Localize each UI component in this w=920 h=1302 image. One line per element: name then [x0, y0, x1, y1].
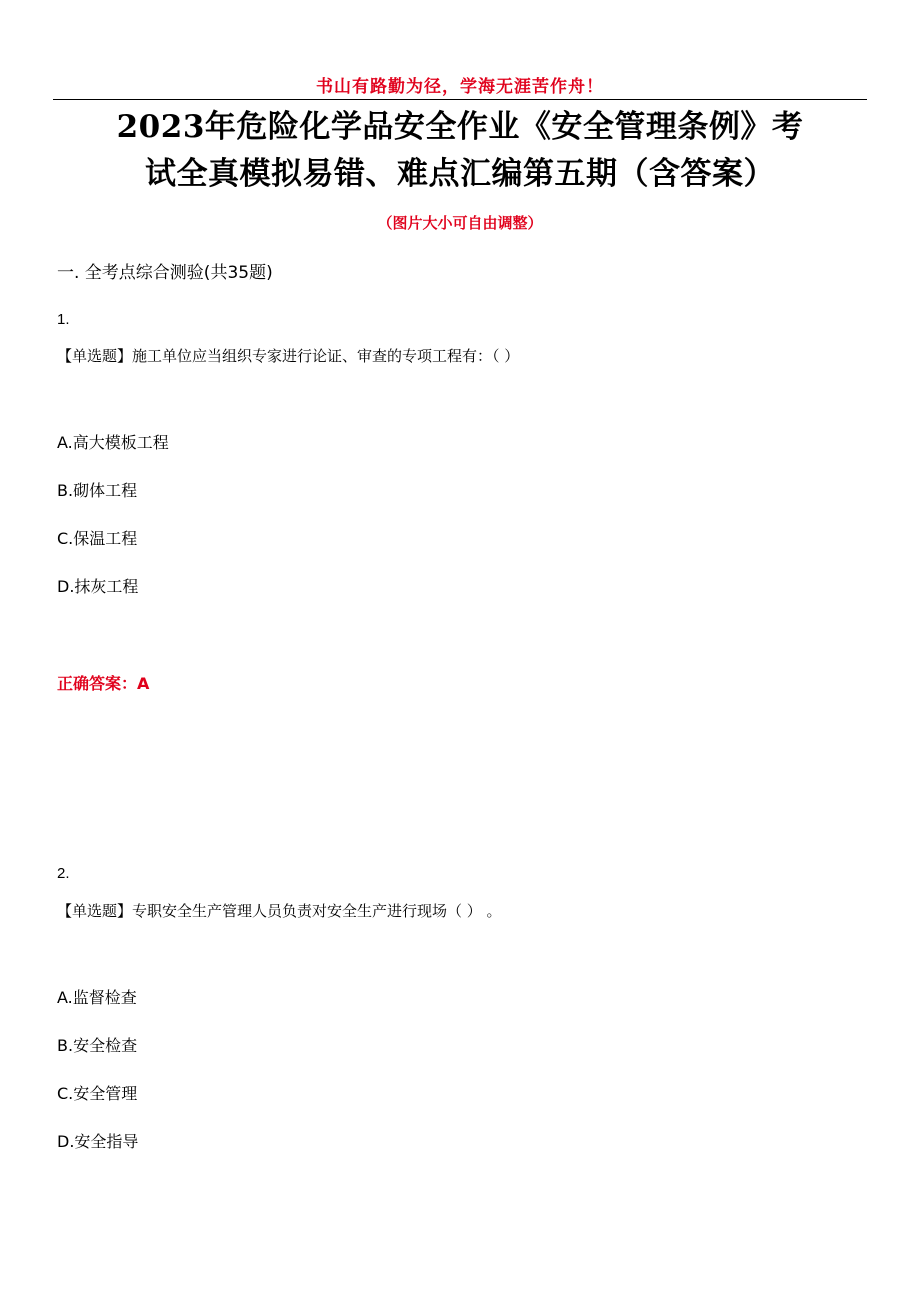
document-title: [40, 104, 880, 198]
question-1-option-d: D.抹灰工程: [57, 577, 139, 596]
question-1-number: 1.: [57, 311, 70, 328]
question-2-option-a: A.监督检查: [57, 988, 137, 1007]
question-1-option-c: C.保温工程: [57, 529, 138, 548]
document-title-line-1: 2023年危险化学品安全作业《安全管理条例》考: [116, 109, 804, 145]
header-motto: 书山有路勤为径，学海无涯苦作舟！: [316, 77, 604, 97]
question-2-option-d: D.安全指导: [57, 1132, 139, 1151]
question-1-option-a: A.高大模板工程: [57, 433, 169, 452]
header-divider: [53, 99, 867, 100]
question-2-option-c: C.安全管理: [57, 1084, 138, 1103]
question-2-option-b: B.安全检查: [57, 1036, 138, 1055]
document-title-line-2: 试全真模拟易错、难点汇编第五期（含答案）: [145, 156, 775, 192]
section-heading: 一. 全考点综合测验(共35题): [57, 263, 273, 283]
document-subtitle: （图片大小可自由调整）: [377, 214, 543, 232]
question-1-answer: 正确答案：A: [57, 674, 150, 693]
question-2-number: 2.: [57, 865, 70, 882]
question-1-stem: 【单选题】施工单位应当组织专家进行论证、审查的专项工程有：（ ）: [57, 347, 520, 365]
question-1-option-b: B.砌体工程: [57, 481, 138, 500]
question-2-stem: 【单选题】专职安全生产管理人员负责对安全生产进行现场（ ） 。: [57, 902, 502, 920]
